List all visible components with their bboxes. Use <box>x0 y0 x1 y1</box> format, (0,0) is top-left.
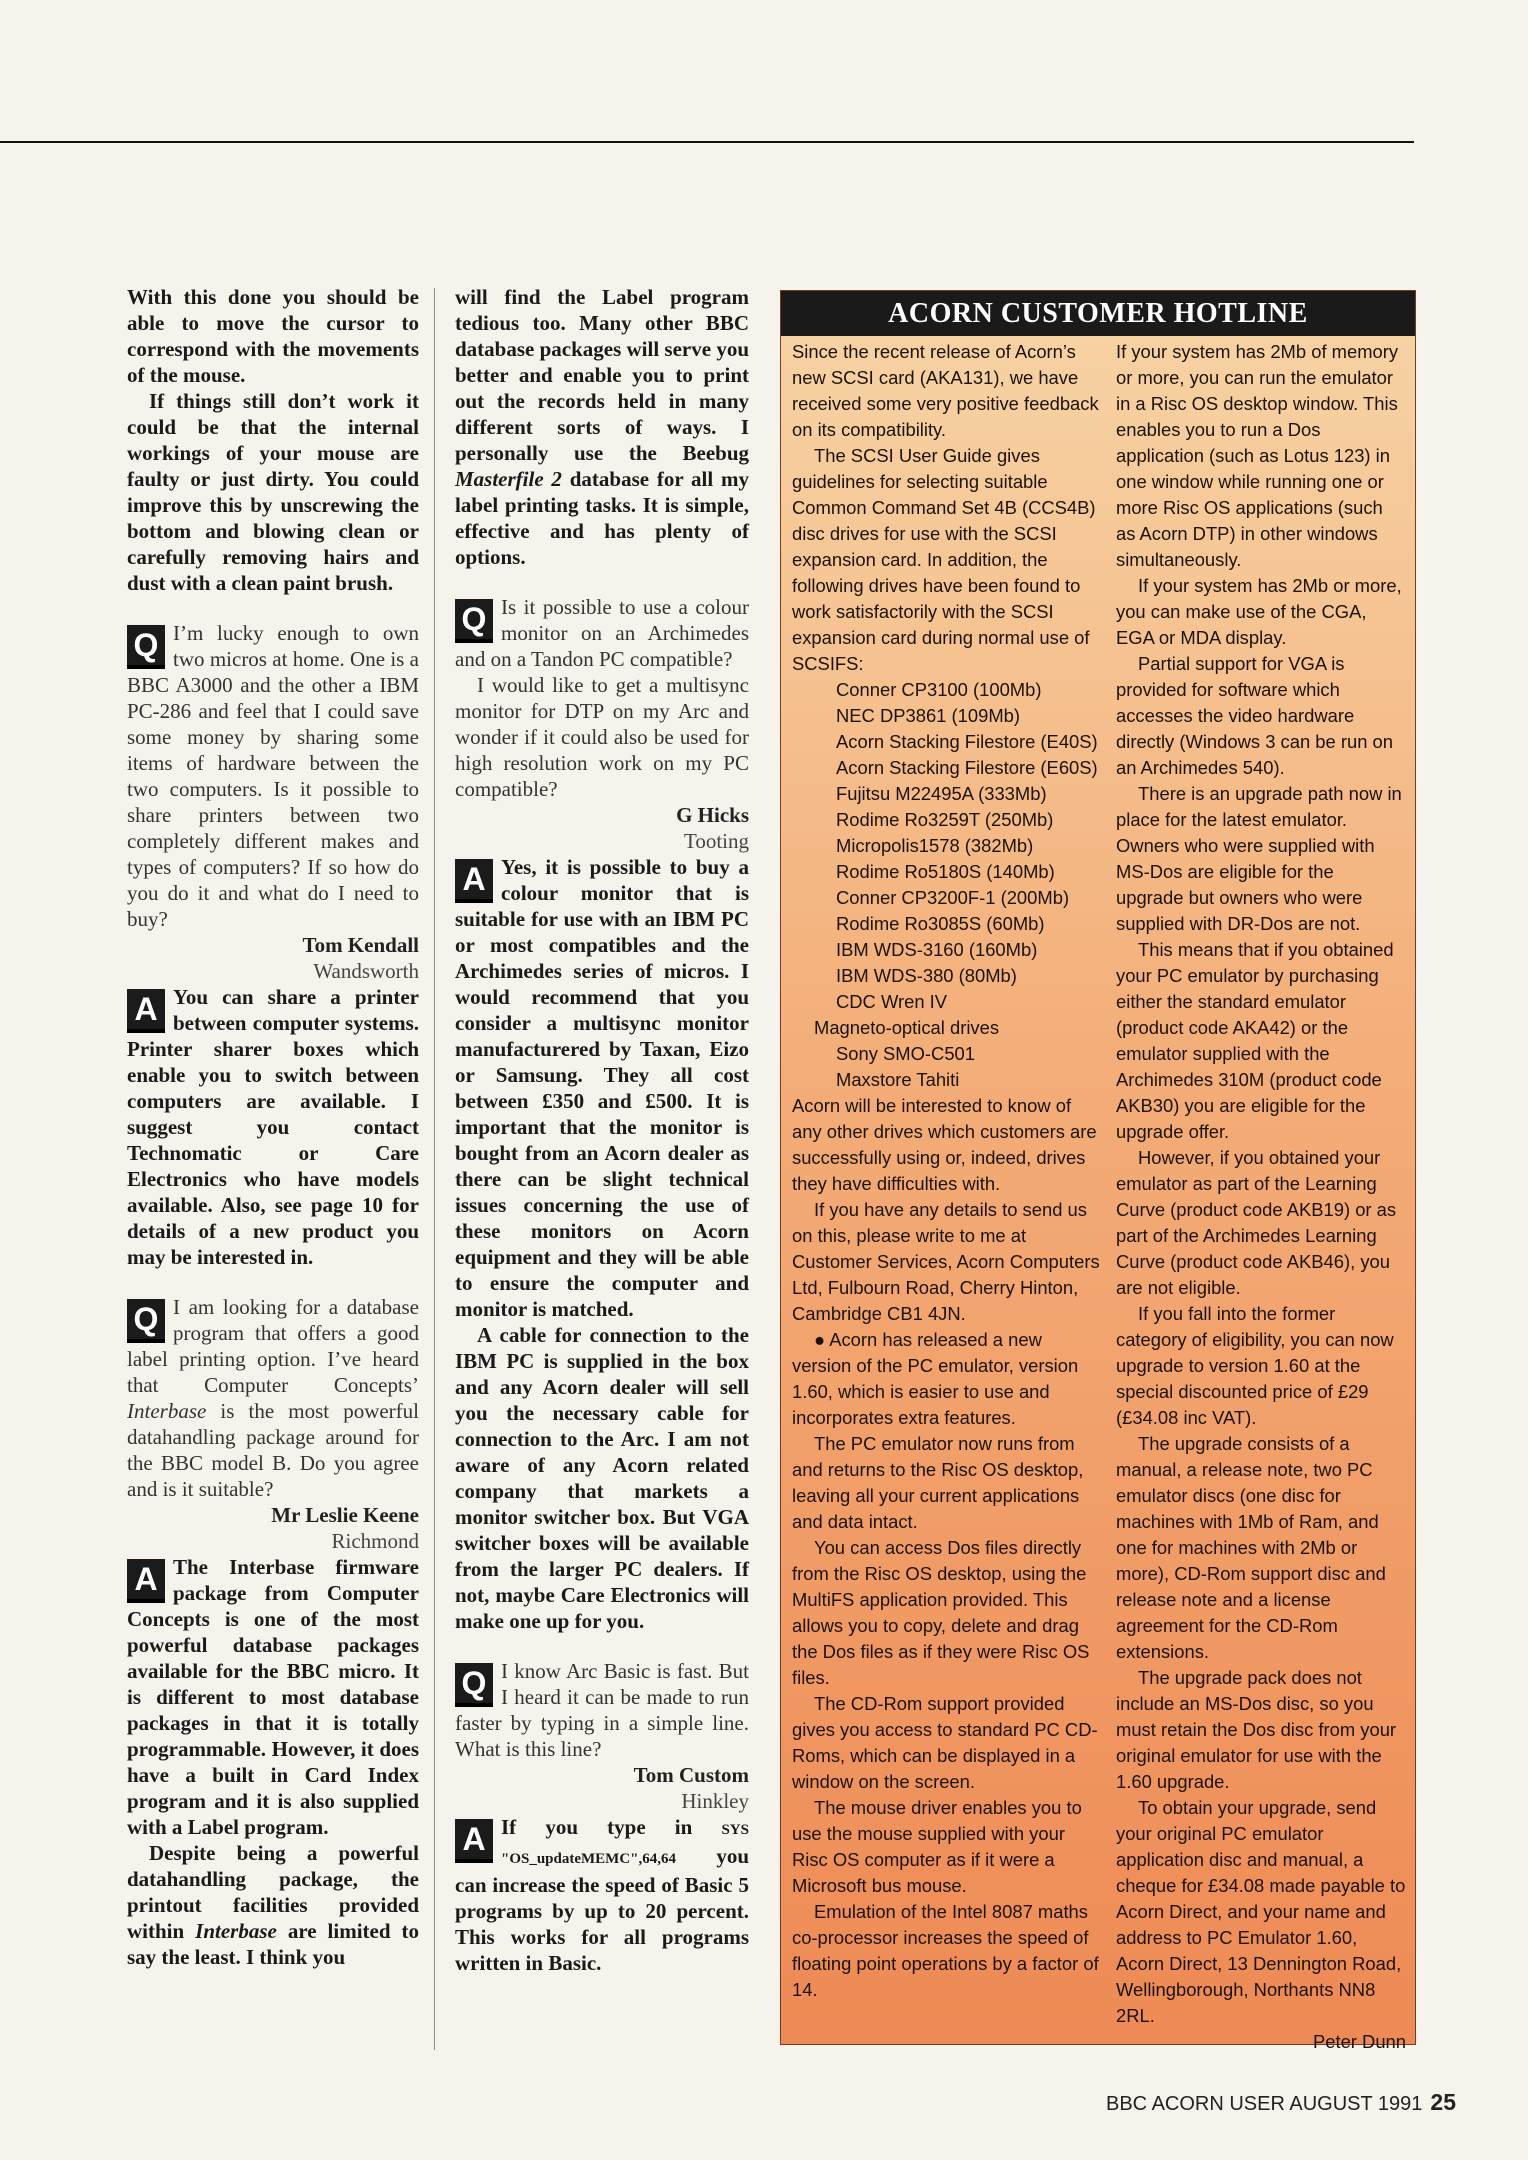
bullet-icon: ● <box>814 1329 826 1350</box>
panel-paragraph: If you fall into the former category of eligibility, you can now upgrade to version 1.60 at the special discounted price of £29 (£34.08 inc VAT). <box>1116 1303 1394 1428</box>
page-number: 25 <box>1430 2089 1456 2115</box>
answer-monitor <box>455 854 749 1634</box>
reader-name: Tom Custom <box>633 1763 749 1787</box>
question-text: I’m lucky enough to own two micros at home. One is a BBC A3000 and the other a IBM PC-286 and feel that I could save some money by sharing some items of hardware between the two computers. Is it possible to share printers between two completely different makes and types of computers? If so how do you do it and what do I need to buy? <box>127 621 419 931</box>
answer-printer-sharing <box>127 984 419 1270</box>
panel-paragraph: There is an upgrade path now in place for the latest emulator. Owners who were supplied with MS-Dos are eligible for the upgrade but owners who were supplied with DR-Dos are not. <box>1116 783 1402 934</box>
drive-heading: Magneto-optical drives <box>814 1017 1000 1038</box>
reader-town: Wandsworth <box>313 959 419 983</box>
intro-paragraph: If things still don’t work it could be that the internal workings of your mouse are faulty or just dirty. You could improve this by unscrewing the bottom and blowing clean or carefully removing hairs and dust with a clean paint brush. <box>127 389 419 595</box>
drive-item: Conner CP3200F-1 (200Mb) <box>836 887 1070 908</box>
top-rule <box>0 141 1414 143</box>
panel-paragraph: If you have any details to send us on this, please write to me at Customer Services, Acorn Computers Ltd, Fulbourn Road, Cherry Hinton, Cambridge CB1 4JN. <box>792 1199 1100 1324</box>
drive-item: Rodime Ro3085S (60Mb) <box>836 913 1045 934</box>
panel-paragraph: ● Acorn has released a new version of the PC emulator, version 1.60, which is easier to use and incorporates extra features. <box>792 1329 1079 1428</box>
question-printer-sharing <box>127 620 419 984</box>
answer-text: You can share a printer between computer systems. Printer sharer boxes which enable you to switch between computers are available. I suggest you contact Technomatic or Care Electronics who have models available. Also, see page 10 for details of a new product you may be interested in. <box>127 985 419 1269</box>
panel-paragraph: Emulation of the Intel 8087 maths co-processor increases the speed of floating point operations by a factor of 14. <box>792 1901 1099 2000</box>
drive-item: Rodime Ro5180S (140Mb) <box>836 861 1055 882</box>
reader-town: Richmond <box>331 1529 419 1553</box>
panel-paragraph: Since the recent release of Acorn’s new SCSI card (AKA131), we have received some very positive feedback on its compatibility. <box>792 341 1099 440</box>
drive-item: Micropolis1578 (382Mb) <box>836 835 1034 856</box>
question-text: I am looking for a database program that offers a good label printing option. I’ve heard that Computer Concepts’ Interbase is the most powerful datahandling package around for the BBC model B. Do you agree and is it suitable? <box>127 1295 419 1501</box>
reader-town: Hinkley <box>681 1789 749 1813</box>
drive-item: Rodime Ro3259T (250Mb) <box>836 809 1054 830</box>
drive-item: IBM WDS-3160 (160Mb) <box>836 939 1038 960</box>
answer-text: Yes, it is possible to buy a colour monitor that is suitable for use with an IBM PC or most compatibles and the Archimedes series of micros. I would recommend that you consider a multisync monitor manufacturered by Taxan, Eizo or Samsung. They all cost between £350 and £500. It is important that the monitor is bought from an Acorn dealer as there can be slight technical issues concerning the use of these monitors on Acorn equipment and they will be able to ensure the computer and monitor is matched. <box>455 855 749 1321</box>
question-monitor <box>455 594 749 854</box>
drive-item: Maxstore Tahiti <box>836 1069 960 1090</box>
panel-paragraph: If your system has 2Mb or more, you can make use of the CGA, EGA or MDA display. <box>1116 575 1402 648</box>
answer-text: Despite being a powerful datahandling package, the printout facilities provided within Interbase are limited to say the least. I think you <box>127 1841 419 1969</box>
drive-item: Fujitsu M22495A (333Mb) <box>836 783 1047 804</box>
panel-paragraph: The PC emulator now runs from and returns to the Risc OS desktop, leaving all your current applications and data intact. <box>792 1433 1084 1532</box>
panel-paragraph: This means that if you obtained your PC emulator by purchasing either the standard emulator (product code AKA42) or the emulator supplied with the Archimedes 310M (product code AKB30) you are eligible for the upgrade offer. <box>1116 939 1394 1142</box>
answer-text: If you type in SYS "OS_updateMEMC",64,64 you can increase the speed of Basic 5 programs by up to 20 percent. This works for all programs written in Basic. <box>455 1815 749 1975</box>
drive-item: Sony SMO-C501 <box>836 1043 976 1064</box>
panel-signoff: Peter Dunn <box>1312 2031 1406 2052</box>
panel-paragraph: To obtain your upgrade, send your original PC emulator application disc and manual, a cheque for £34.08 made payable to Acorn Direct, and your name and address to PC Emulator 1.60, Acorn Direct, 13 Dennington Road, Wellingborough, Northants NN8 2RL. <box>1116 1797 1406 2026</box>
a-badge-icon: A <box>127 989 165 1033</box>
drive-item: NEC DP3861 (109Mb) <box>836 705 1020 726</box>
panel-paragraph: You can access Dos files directly from the Risc OS desktop, using the MultiFS application provided. This allows you to copy, delete and drag the Dos files as if they were Risc OS files. <box>792 1537 1090 1688</box>
panel-paragraph: The SCSI User Guide gives guidelines for selecting suitable Common Command Set 4B (CCS4B) disc drives for use with the SCSI expansion card. In addition, the following drives have been found to work satisfactorily with the SCSI expansion card during normal use of SCSIFS: <box>792 445 1096 674</box>
page-footer <box>1106 2089 1456 2116</box>
answer-text: will find the Label program tedious too. Many other BBC database packages will serve you better and enable you to print out the records held in many different sorts of ways. I personally use the Beebug Masterfile 2 database for all my label printing tasks. It is simple, effective and has plenty of options. <box>455 285 749 569</box>
question-basic-speed <box>455 1658 749 1814</box>
panel-paragraph: If your system has 2Mb of memory or more, you can run the emulator in a Risc OS desktop window. This enables you to run a Dos application (such as Lotus 123) in one window while running one or more Risc OS applications (such as Acorn DTP) in other windows simultaneously. <box>1116 341 1399 570</box>
question-text: I would like to get a multisync monitor for DTP on my Arc and wonder if it could also be used for high resolution work on my PC compatible? <box>455 673 749 801</box>
panel-paragraph: However, if you obtained your emulator as part of the Learning Curve (product code AKB19) or as part of the Archimedes Learning Curve (product code AKB46), you are not eligible. <box>1116 1147 1397 1298</box>
intro-answer <box>127 284 419 596</box>
intro-paragraph: With this done you should be able to move the cursor to correspond with the movements of the mouse. <box>127 285 419 387</box>
answer-database <box>127 1554 419 1970</box>
question-database <box>127 1294 419 1554</box>
drive-item: Acorn Stacking Filestore (E40S) <box>836 731 1098 752</box>
reader-name: G Hicks <box>676 803 749 827</box>
answer-text: The Interbase firmware package from Computer Concepts is one of the most powerful database packages available for the BBC micro. It is different to most database packages in that it is totally programmable. However, it does have a built in Card Index program and it is also supplied with a Label program. <box>127 1555 419 1839</box>
reader-name: Mr Leslie Keene <box>271 1503 419 1527</box>
panel-paragraph: The mouse driver enables you to use the mouse supplied with your Risc OS computer as if it were a Microsoft bus mouse. <box>792 1797 1082 1896</box>
panel-paragraph: The CD-Rom support provided gives you access to standard PC CD-Roms, which can be displayed in a window on the screen. <box>792 1693 1098 1792</box>
drive-item: CDC Wren IV <box>836 991 948 1012</box>
answer-text: A cable for connection to the IBM PC is supplied in the box and any Acorn dealer will sell you the necessary cable for connection to the Arc. I am not aware of any Acorn related company that markets a monitor switcher box. But VGA switcher boxes will be available from the larger PC dealers. If not, maybe Care Electronics will make one up for you. <box>455 1323 749 1633</box>
reader-name: Tom Kendall <box>302 933 419 957</box>
panel-paragraph: The upgrade consists of a manual, a release note, two PC emulator discs (one disc for machines with 1Mb of Ram, and one for machines with 2Mb or more), CD-Rom support disc and release note and a license agreement for the CD-Rom extensions. <box>1116 1433 1386 1662</box>
customer-hotline-panel <box>780 290 1416 2052</box>
column-1 <box>127 284 419 1970</box>
q-badge-icon: Q <box>455 1663 493 1707</box>
drive-item: IBM WDS-380 (80Mb) <box>836 965 1017 986</box>
question-text: I know Arc Basic is fast. But I heard it can be made to run faster by typing in a simple line. What is this line? <box>455 1659 749 1761</box>
a-badge-icon: A <box>127 1559 165 1603</box>
drive-item: Conner CP3100 (100Mb) <box>836 679 1042 700</box>
panel-paragraph: The upgrade pack does not include an MS-Dos disc, so you must retain the Dos disc from your original emulator for use with the 1.60 upgrade. <box>1116 1667 1397 1792</box>
panel-column-right <box>1116 339 1406 2055</box>
panel-column-left <box>792 339 1100 2003</box>
a-badge-icon: A <box>455 859 493 903</box>
reader-town: Tooting <box>683 829 749 853</box>
panel-title: ACORN CUSTOMER HOTLINE <box>781 291 1415 336</box>
answer-database-continued <box>455 284 749 570</box>
a-badge-icon: A <box>455 1819 493 1863</box>
panel-paragraph: Acorn will be interested to know of any other drives which customers are successfully using or, indeed, drives they have difficulties with. <box>792 1095 1097 1194</box>
column-2 <box>455 284 749 1976</box>
column-divider <box>434 288 435 2050</box>
panel-paragraph: Partial support for VGA is provided for software which accesses the video hardware directly (Windows 3 can be run on an Archimedes 540). <box>1116 653 1394 778</box>
question-text: Is it possible to use a colour monitor on an Archimedes and on a Tandon PC compatible? <box>455 595 749 671</box>
answer-basic-speed <box>455 1814 749 1976</box>
q-badge-icon: Q <box>127 625 165 669</box>
magazine-issue: BBC ACORN USER AUGUST 1991 <box>1106 2093 1423 2115</box>
drive-item: Acorn Stacking Filestore (E60S) <box>836 757 1098 778</box>
q-badge-icon: Q <box>455 599 493 643</box>
q-badge-icon: Q <box>127 1299 165 1343</box>
